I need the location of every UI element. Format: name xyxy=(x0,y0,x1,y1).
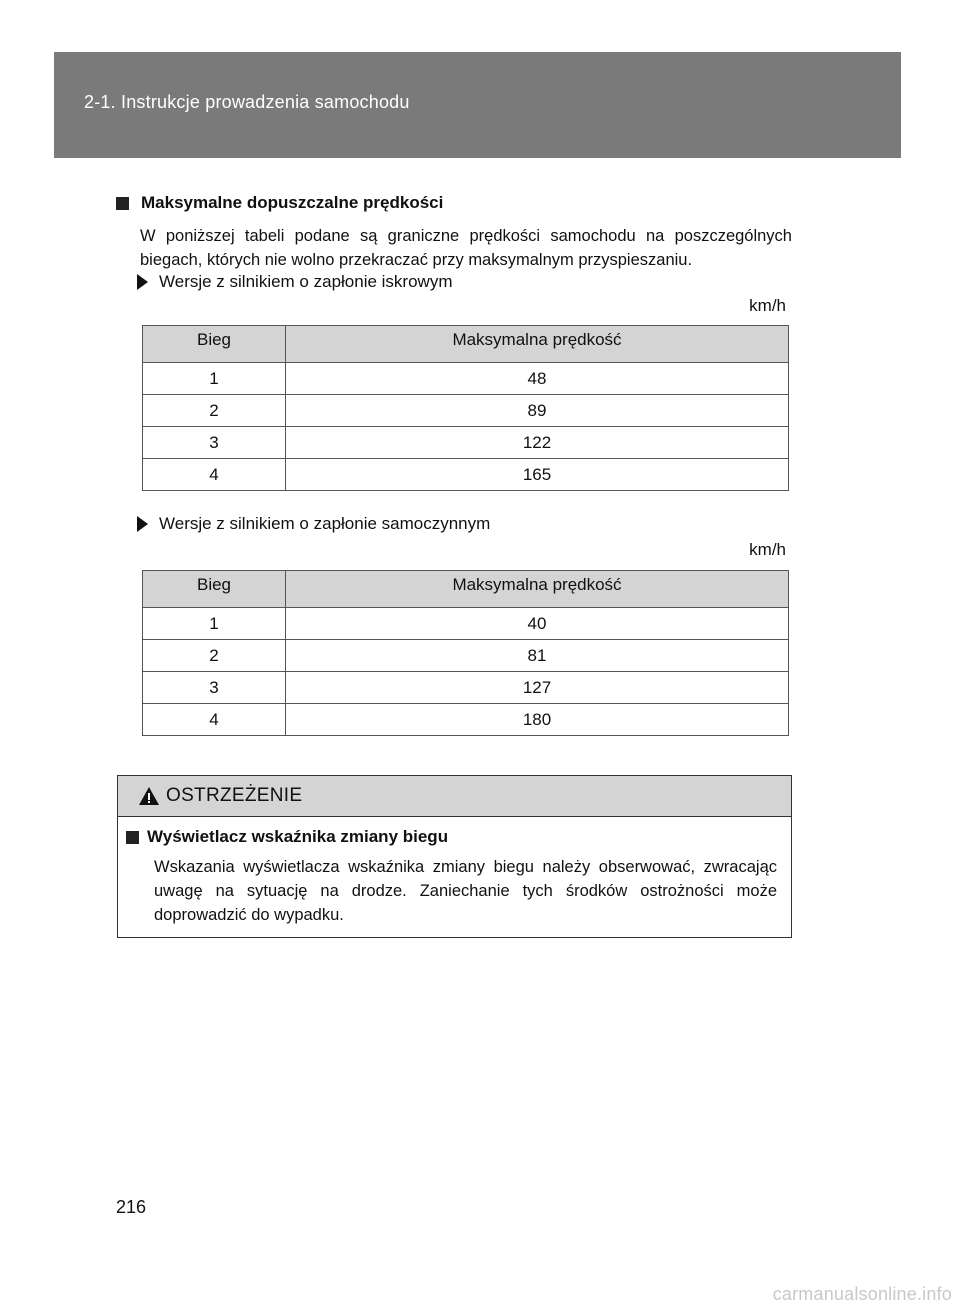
unit-label-petrol: km/h xyxy=(749,296,786,315)
warning-heading xyxy=(126,827,777,847)
speed-cell: 127 xyxy=(286,672,789,704)
gear-cell: 3 xyxy=(143,672,286,704)
page-number: 216 xyxy=(116,1197,147,1217)
warning-box xyxy=(117,775,792,938)
warning-triangle-icon xyxy=(138,786,160,806)
table-row xyxy=(143,608,789,640)
gear-cell: 1 xyxy=(143,363,286,395)
column-header-max-speed: Maksymalna prędkość xyxy=(286,571,789,608)
speed-table-diesel xyxy=(142,570,789,736)
variant-diesel-caption: Wersje z silnikiem o zapłonie samoczynnym xyxy=(159,514,491,533)
section-paragraph: W poniższej tabeli podane są graniczne prędkości samochodu na poszczególnych biegach, których nie wolno przekraczać przy maksymalnym przyspieszaniu. xyxy=(140,227,792,269)
table-row xyxy=(143,427,789,459)
gear-cell: 2 xyxy=(143,395,286,427)
chapter-header xyxy=(54,52,901,158)
warning-header xyxy=(118,776,791,817)
gear-cell: 4 xyxy=(143,704,286,736)
speed-cell: 81 xyxy=(286,640,789,672)
speed-cell: 40 xyxy=(286,608,789,640)
triangle-bullet-icon xyxy=(137,274,148,290)
variant-diesel xyxy=(137,514,490,534)
gear-cell: 1 xyxy=(143,608,286,640)
square-bullet-icon xyxy=(116,197,129,210)
column-header-gear: Bieg xyxy=(143,571,286,608)
speed-table-petrol xyxy=(142,325,789,491)
gear-cell: 3 xyxy=(143,427,286,459)
gear-cell: 2 xyxy=(143,640,286,672)
square-bullet-icon xyxy=(126,831,139,844)
section-heading xyxy=(116,193,792,213)
speed-limits-section xyxy=(116,193,792,272)
speed-cell: 89 xyxy=(286,395,789,427)
table-header-row xyxy=(143,326,789,363)
table-header-row xyxy=(143,571,789,608)
triangle-bullet-icon xyxy=(137,516,148,532)
warning-title: OSTRZEŻENIE xyxy=(166,785,303,806)
table-row xyxy=(143,395,789,427)
table-row xyxy=(143,704,789,736)
chapter-title: 2-1. Instrukcje prowadzenia samochodu xyxy=(84,92,410,112)
gear-cell: 4 xyxy=(143,459,286,491)
warning-text: Wskazania wyświetlacza wskaźnika zmiany biegu należy obserwować, zwracając uwagę na sytuację na drodze. Zaniechanie tych środków ostrożności może doprowadzić do wypadku. xyxy=(154,858,777,924)
watermark: carmanualsonline.info xyxy=(772,1284,952,1304)
variant-petrol xyxy=(137,272,453,292)
unit-label-diesel: km/h xyxy=(749,540,786,559)
table-row xyxy=(143,640,789,672)
column-header-max-speed: Maksymalna prędkość xyxy=(286,326,789,363)
column-header-gear: Bieg xyxy=(143,326,286,363)
speed-cell: 180 xyxy=(286,704,789,736)
section-heading-text: Maksymalne dopuszczalne prędkości xyxy=(141,193,444,212)
warning-body xyxy=(118,817,791,927)
table-row xyxy=(143,363,789,395)
speed-cell: 48 xyxy=(286,363,789,395)
speed-cell: 122 xyxy=(286,427,789,459)
variant-petrol-caption: Wersje z silnikiem o zapłonie iskrowym xyxy=(159,272,453,291)
speed-cell: 165 xyxy=(286,459,789,491)
table-row xyxy=(143,672,789,704)
warning-heading-text: Wyświetlacz wskaźnika zmiany biegu xyxy=(147,827,449,846)
table-row xyxy=(143,459,789,491)
